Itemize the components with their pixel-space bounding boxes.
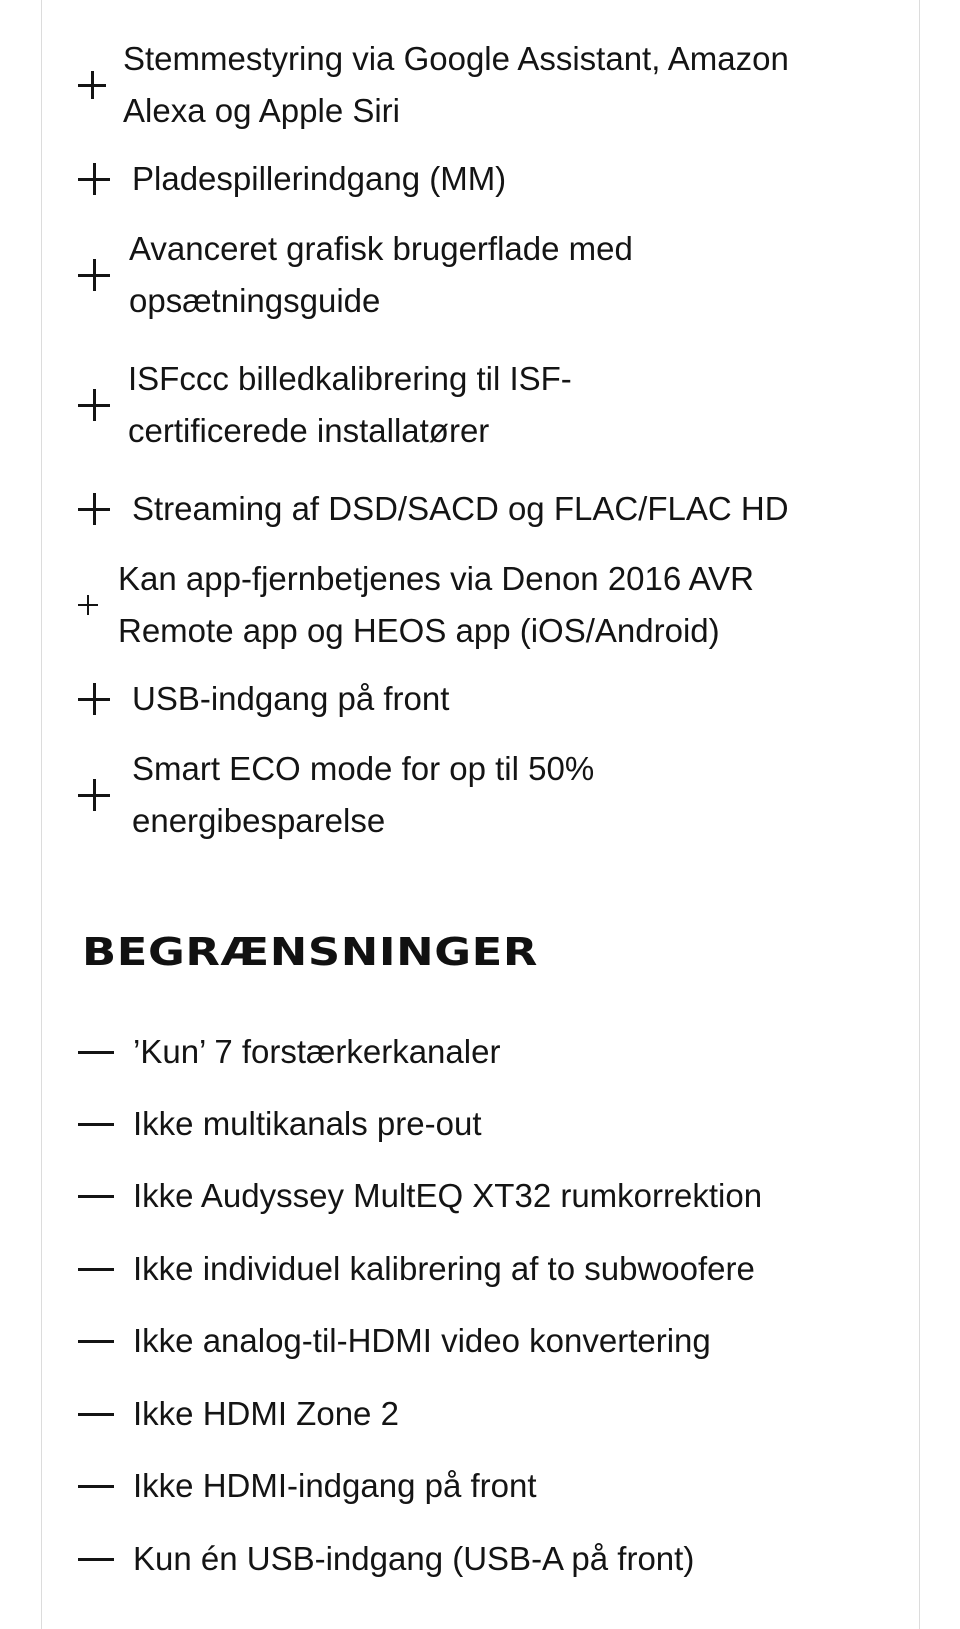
limitation-item [78, 1026, 878, 1078]
limitations-heading: BEGRÆNSNINGER [82, 930, 538, 974]
advantage-item [78, 33, 838, 137]
dash-icon [78, 1268, 114, 1271]
dash-icon [78, 1558, 114, 1561]
advantage-item [78, 743, 658, 847]
advantage-text: Smart ECO mode for op til 50% energibesparelse [132, 750, 595, 839]
advantage-item [78, 673, 878, 725]
limitation-text: Ikke analog-til-HDMI video konvertering [133, 1322, 711, 1359]
limitation-item [78, 1170, 878, 1222]
limitation-item [78, 1315, 878, 1367]
limitation-text: ’Kun’ 7 forstærkerkanaler [133, 1033, 501, 1070]
advantage-text: Kan app-fjernbetjenes via Denon 2016 AVR Remote app og HEOS app (iOS/Android) [118, 560, 754, 649]
dash-icon [78, 1123, 114, 1126]
plus-icon [78, 493, 110, 525]
dash-icon [78, 1051, 114, 1054]
limitation-text: Ikke individuel kalibrering af to subwoofere [133, 1250, 755, 1287]
advantage-text: ISFccc billedkalibrering til ISF-certificerede installatører [128, 360, 572, 449]
limitation-text: Ikke HDMI-indgang på front [133, 1467, 537, 1504]
limitation-text: Ikke HDMI Zone 2 [133, 1395, 399, 1432]
plus-icon [78, 163, 110, 195]
plus-icon [78, 779, 110, 811]
limitation-item [78, 1243, 878, 1295]
plus-icon [78, 389, 110, 421]
plus-icon [78, 595, 98, 615]
limitation-item [78, 1388, 878, 1440]
advantage-item [78, 553, 798, 657]
advantage-item [78, 223, 698, 327]
advantage-text: Streaming af DSD/SACD og FLAC/FLAC HD [132, 490, 789, 527]
advantage-item [78, 153, 878, 205]
advantage-text: Stemmestyring via Google Assistant, Amazon Alexa og Apple Siri [123, 40, 789, 129]
advantage-text: Pladespillerindgang (MM) [132, 160, 507, 197]
plus-icon [78, 259, 110, 291]
plus-icon [78, 71, 106, 99]
dash-icon [78, 1485, 114, 1488]
limitation-item [78, 1533, 878, 1585]
advantage-text: Avanceret grafisk brugerflade med opsætningsguide [129, 230, 633, 319]
limitation-text: Ikke multikanals pre-out [133, 1105, 482, 1142]
limitation-text: Kun én USB-indgang (USB-A på front) [133, 1540, 695, 1577]
limitation-text: Ikke Audyssey MultEQ XT32 rumkorrektion [133, 1177, 763, 1214]
dash-icon [78, 1340, 114, 1343]
advantage-item [78, 353, 638, 457]
limitation-item [78, 1098, 878, 1150]
advantage-text: USB-indgang på front [132, 680, 450, 717]
limitation-item [78, 1460, 878, 1512]
plus-icon [78, 683, 110, 715]
dash-icon [78, 1413, 114, 1416]
dash-icon [78, 1195, 114, 1198]
advantage-item [78, 483, 878, 535]
